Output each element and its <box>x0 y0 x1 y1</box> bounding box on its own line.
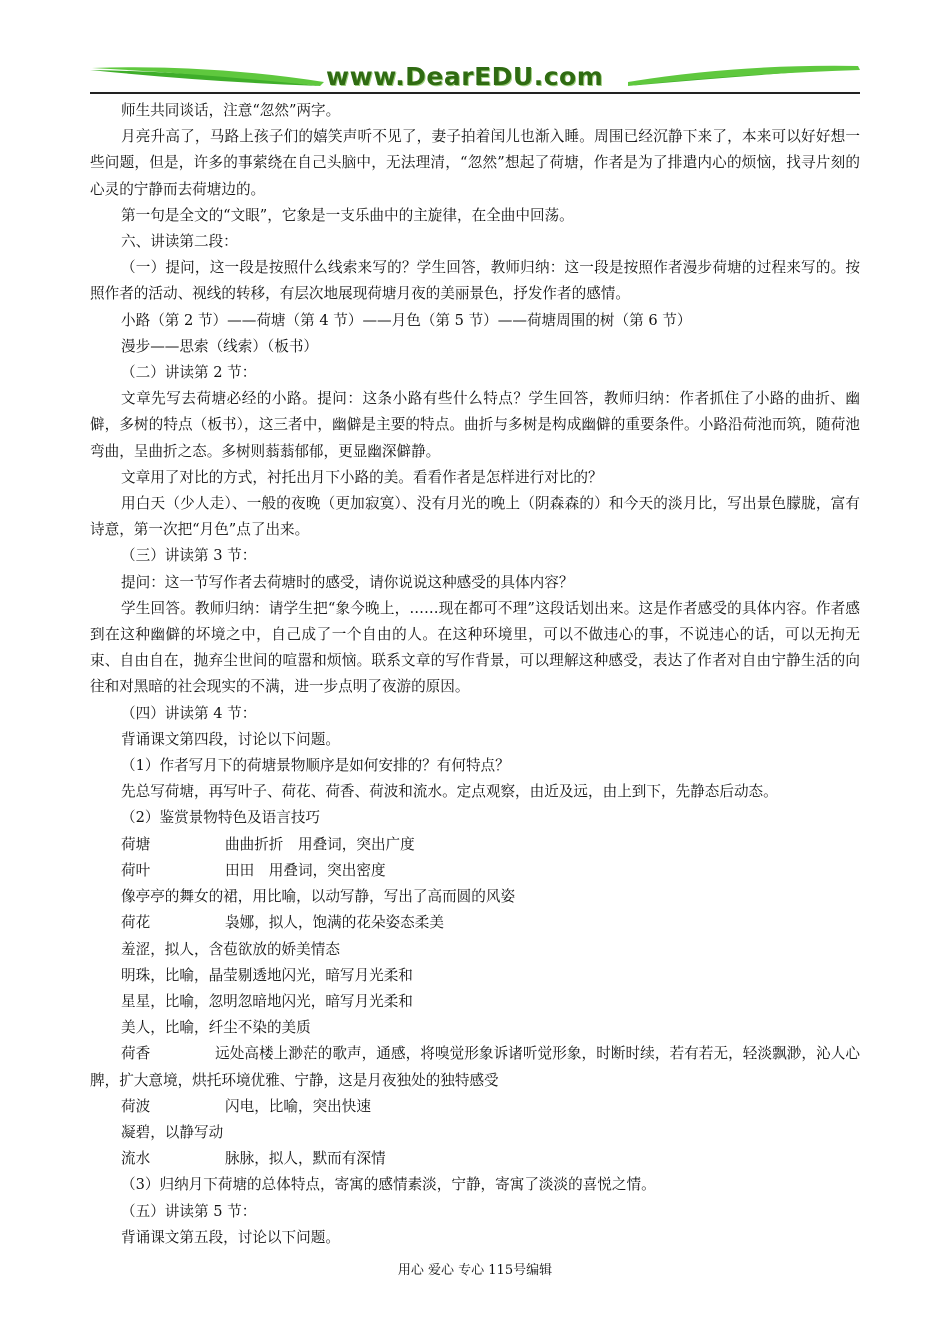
section-heading: 六、讲读第二段： <box>121 233 238 251</box>
site-logo[interactable]: www.DearEDU.com <box>326 62 604 91</box>
analysis-term: 荷花 <box>121 914 151 932</box>
analysis-term: 荷香 <box>121 1045 151 1063</box>
analysis-desc: 明珠，比喻，晶莹剔透地闪光，暗写月光柔和 <box>121 966 413 984</box>
subsection-heading: （五）讲读第 5 节： <box>121 1202 257 1220</box>
paragraph: 学生回答。教师归纳：请学生把“象今晚上，……现在都可不理”这段话划出来。这是作者感受的具体内容。作者感到在这种幽僻的坏境之中，自己成了一个自由的人。在这种环境里，可以不做违心的事，不说违心的话，可以无拘无束、自由自在，抛弃尘世间的喧嚣和烦恼。联系文章的写作背景，可以理解这种感受，表达了作者对自由宁静生活的向往和对黑暗的社会现实的不满，进一步点明了夜游的原因。 <box>90 599 860 696</box>
analysis-term: 流水 <box>121 1150 151 1168</box>
analysis-desc: 田田 用叠词，突出密度 <box>225 861 386 879</box>
analysis-desc: 星星，比喻，忽明忽暗地闪光，暗写月光柔和 <box>121 992 413 1010</box>
paragraph: 第一句是全文的“文眼”，它象是一支乐曲中的主旋律，在全曲中回荡。 <box>121 206 574 224</box>
analysis-row <box>90 832 860 858</box>
paragraph: （3）归纳月下荷塘的总体特点，寄寓的感情素淡，宁静，寄寓了淡淡的喜悦之情。 <box>121 1176 656 1194</box>
paragraph: 漫步——思索（线索）（板书） <box>121 337 319 355</box>
paragraph: （1）作者写月下的荷塘景物顺序是如何安排的？有何特点？ <box>121 757 510 775</box>
analysis-desc: 像亭亭的舞女的裙，用比喻，以动写静，写出了高而圆的风姿 <box>121 888 516 906</box>
analysis-desc: 美人，比喻，纤尘不染的美质 <box>121 1019 311 1037</box>
analysis-row <box>90 1120 860 1146</box>
analysis-row <box>90 910 860 936</box>
paragraph: 小路（第 2 节）——荷塘（第 4 节）——月色（第 5 节）——荷塘周围的树（第 6 节） <box>121 311 692 329</box>
analysis-desc: 曲曲折折 用叠词，突出广度 <box>225 835 415 853</box>
analysis-desc: 袅娜，拟人，饱满的花朵姿态柔美 <box>225 914 444 932</box>
paragraph: 文章用了对比的方式，衬托出月下小路的美。看看作者是怎样进行对比的？ <box>121 468 603 486</box>
analysis-row <box>90 937 860 963</box>
paragraph: 月亮升高了，马路上孩子们的嬉笑声听不见了，妻子拍着闰儿也渐入睡。周围已经沉静下来了，本来可以好好想一些问题，但是，许多的事萦绕在自己头脑中，无法理清，“忽然”想起了荷塘，作者是为了排遣内心的烦恼，找寻片刻的心灵的宁静而去荷塘边的。 <box>90 128 860 198</box>
analysis-row <box>90 1015 860 1041</box>
document-body <box>90 98 860 1251</box>
analysis-term: 荷塘 <box>121 835 151 853</box>
site-header <box>88 52 863 102</box>
page-footer: 用心 爱心 专心 115号编辑 <box>397 1263 553 1278</box>
analysis-term: 荷叶 <box>121 861 151 879</box>
analysis-paragraph <box>90 1041 860 1093</box>
paragraph: 用白天（少人走）、一般的夜晚（更加寂寞）、没有月光的晚上（阴森森的）和今天的淡月比，写出景色朦胧，富有诗意，第一次把“月色”点了出来。 <box>90 495 860 539</box>
analysis-row <box>90 1094 860 1120</box>
analysis-row <box>90 858 860 884</box>
paragraph: 先总写荷塘，再写叶子、荷花、荷香、荷波和流水。定点观察，由近及远，由上到下，先静态后动态。 <box>121 783 778 801</box>
paragraph: （一）提问，这一段是按照什么线索来写的？学生回答，教师归纳：这一段是按照作者漫步荷塘的过程来写的。按照作者的活动、视线的转移，有层次地展现荷塘月夜的美丽景色，抒发作者的感情。 <box>90 259 860 303</box>
paragraph: 师生共同谈话，注意“忽然”两字。 <box>121 102 341 119</box>
analysis-desc: 羞涩，拟人，含苞欲放的娇美情态 <box>121 940 340 958</box>
analysis-term: 荷波 <box>121 1097 151 1115</box>
paragraph: 背诵课文第四段，讨论以下问题。 <box>121 730 340 748</box>
analysis-row <box>90 884 860 910</box>
analysis-row <box>90 963 860 989</box>
analysis-row <box>90 989 860 1015</box>
analysis-desc: 脉脉，拟人，默而有深情 <box>225 1150 386 1168</box>
analysis-desc: 闪电，比喻，突出快速 <box>225 1097 371 1115</box>
paragraph: 背诵课文第五段，讨论以下问题。 <box>121 1228 340 1246</box>
paragraph: （2）鉴赏景物特色及语言技巧 <box>121 809 321 827</box>
analysis-row <box>90 1146 860 1172</box>
subsection-heading: （三）讲读第 3 节： <box>121 547 257 565</box>
analysis-desc: 远处高楼上渺茫的歌声，通感，将嗅觉形象诉诸听觉形象，时断时续，若有若无，轻淡飘渺，沁人心脾，扩大意境，烘托环境优雅、宁静，这是月夜独处的独特感受 <box>90 1045 860 1089</box>
paragraph: 提问：这一节写作者去荷塘时的感受，请你说说这种感受的具体内容？ <box>121 573 574 591</box>
analysis-desc: 凝碧，以静写动 <box>121 1123 224 1141</box>
subsection-heading: （二）讲读第 2 节： <box>121 364 257 382</box>
paragraph: 文章先写去荷塘必经的小路。提问：这条小路有些什么特点？学生回答，教师归纳：作者抓住了小路的曲折、幽僻，多树的特点（板书），这三者中，幽僻是主要的特点。曲折与多树是构成幽僻的重要条件。小路沿荷池而筑，随荷池弯曲，呈曲折之态。多树则蓊蓊郁郁，更显幽深僻静。 <box>90 390 860 460</box>
header-rule <box>90 92 860 94</box>
subsection-heading: （四）讲读第 4 节： <box>121 704 257 722</box>
